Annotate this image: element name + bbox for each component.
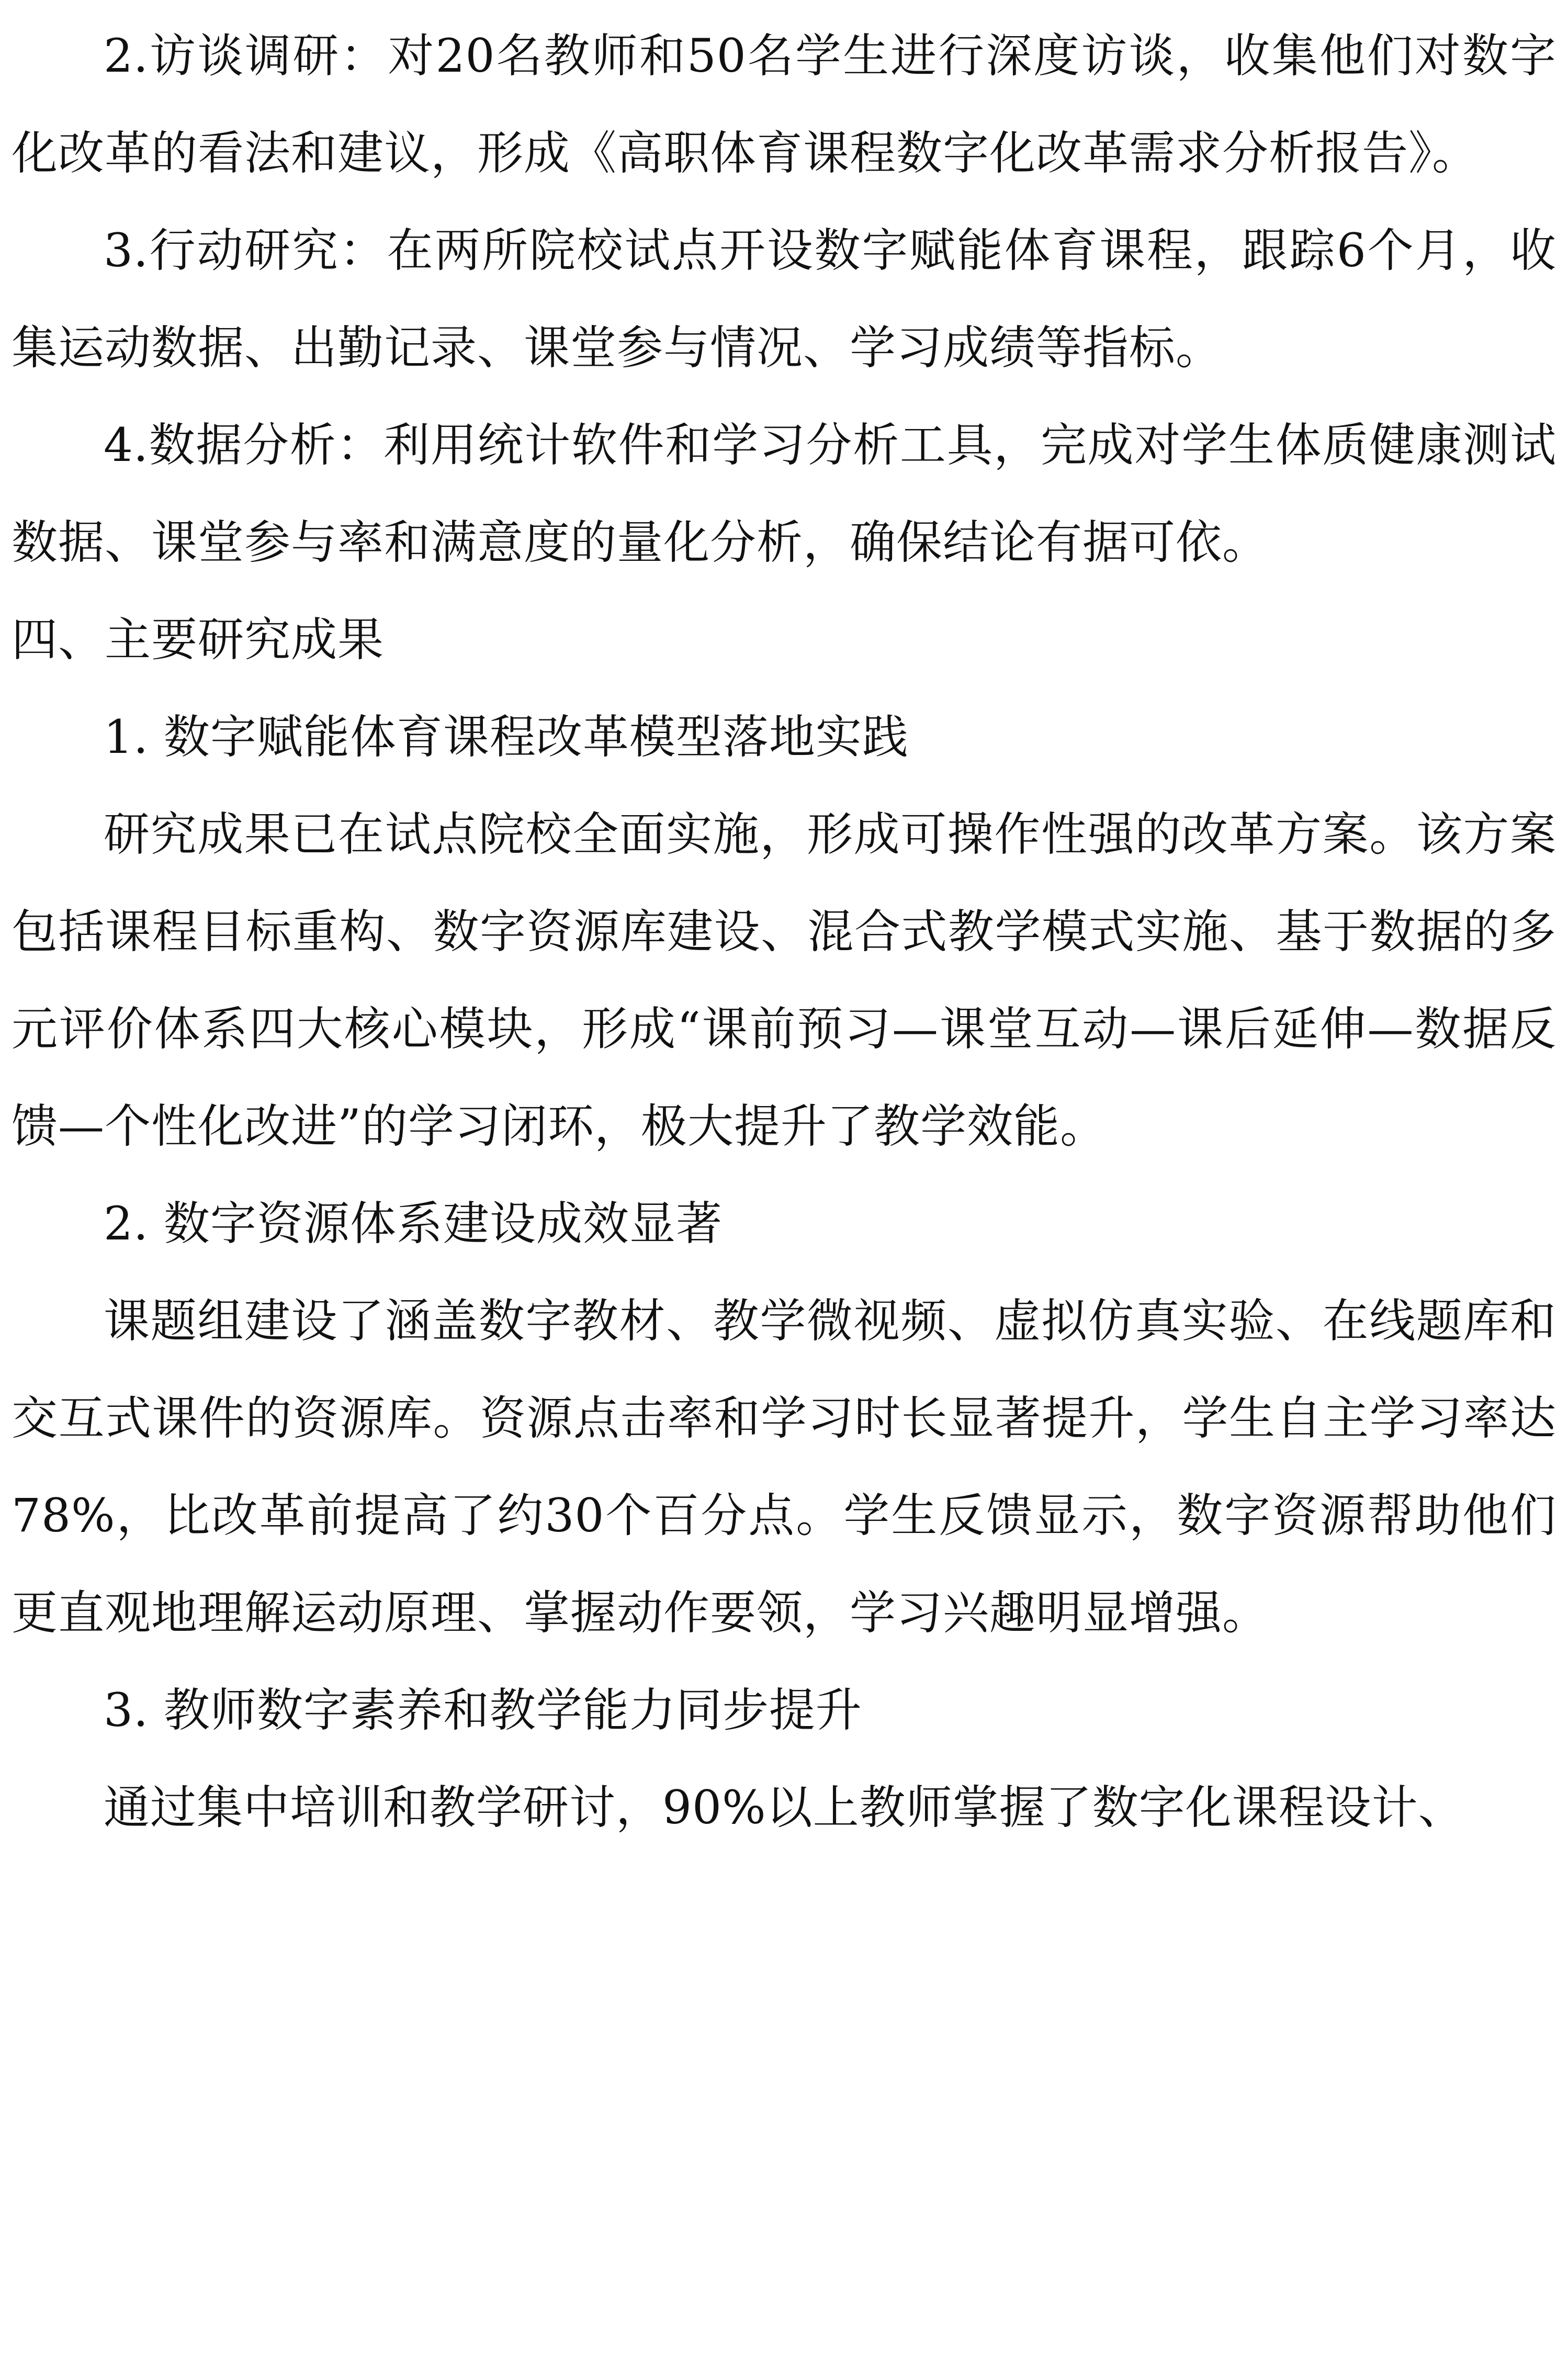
section-heading-main-results: 四、主要研究成果 <box>12 613 385 667</box>
paragraph-data-analysis: 4.数据分析：利用统计软件和学习分析工具，完成对学生体质健康测试数据、课堂参与率和满意度的量化分析，确保结论有据可依。 <box>12 418 1556 569</box>
subheading-result-3: 3. 教师数字素养和教学能力同步提升 <box>104 1683 862 1737</box>
document-page <box>12 7 1556 1856</box>
subheading-result-2: 2. 数字资源体系建设成效显著 <box>104 1197 723 1250</box>
paragraph-result-1: 研究成果已在试点院校全面实施，形成可操作性强的改革方案。该方案包括课程目标重构、数字资源库建设、混合式教学模式实施、基于数据的多元评价体系四大核心模块，形成“课前预习—课堂互动—课后延伸—数据反馈—个性化改进”的学习闭环，极大提升了教学效能。 <box>12 807 1556 1153</box>
subheading-result-1: 1. 数字赋能体育课程改革模型落地实践 <box>104 710 909 764</box>
paragraph-result-2: 课题组建设了涵盖数字教材、教学微视频、虚拟仿真实验、在线题库和交互式课件的资源库。资源点击率和学习时长显著提升，学生自主学习率达78%，比改革前提高了约30个百分点。学生反馈显示，数字资源帮助他们更直观地理解运动原理、掌握动作要领，学习兴趣明显增强。 <box>12 1294 1556 1640</box>
paragraph-interview-research: 2.访谈调研：对20名教师和50名学生进行深度访谈，收集他们对数字化改革的看法和建议，形成《高职体育课程数字化改革需求分析报告》。 <box>12 29 1556 180</box>
paragraph-action-research: 3.行动研究：在两所院校试点开设数字赋能体育课程，跟踪6个月，收集运动数据、出勤记录、课堂参与情况、学习成绩等指标。 <box>12 223 1556 375</box>
paragraph-result-3: 通过集中培训和教学研讨，90%以上教师掌握了数字化课程设计、 <box>104 1780 1465 1834</box>
